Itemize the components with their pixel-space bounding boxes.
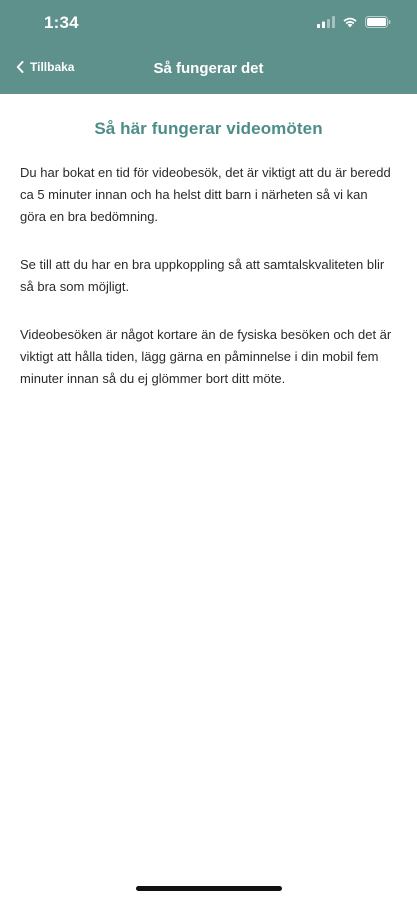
signal-icon (317, 16, 335, 28)
back-label: Tillbaka (30, 60, 75, 74)
paragraph-connection: Se till att du har en bra uppkoppling så att samtalskvaliteten blir så bra som möjligt. (20, 257, 385, 294)
wifi-icon (342, 16, 358, 28)
battery-icon (365, 16, 391, 28)
navigation-bar (0, 48, 417, 94)
content-area (0, 94, 417, 390)
status-time: 1:34 (44, 13, 79, 32)
home-indicator[interactable] (136, 886, 282, 891)
paragraph-reminder: Videobesöken är något kortare än de fysiska besöken och det är viktigt att hålla tiden, lägg gärna en påminnelse i din mobil fem minuter innan så du ej glömmer bort ditt möte. (20, 327, 392, 386)
header-background (0, 0, 417, 94)
page-heading: Så här fungerar videomöten (94, 119, 323, 138)
status-bar (0, 0, 417, 48)
paragraph-booking: Du har bokat en tid för videobesök, det är viktigt att du är beredd ca 5 minuter innan och ha helst ditt barn i närheten så vi kan göra en bra bedömning. (20, 165, 391, 224)
nav-title: Så fungerar det (153, 60, 264, 77)
status-icons (317, 16, 391, 28)
